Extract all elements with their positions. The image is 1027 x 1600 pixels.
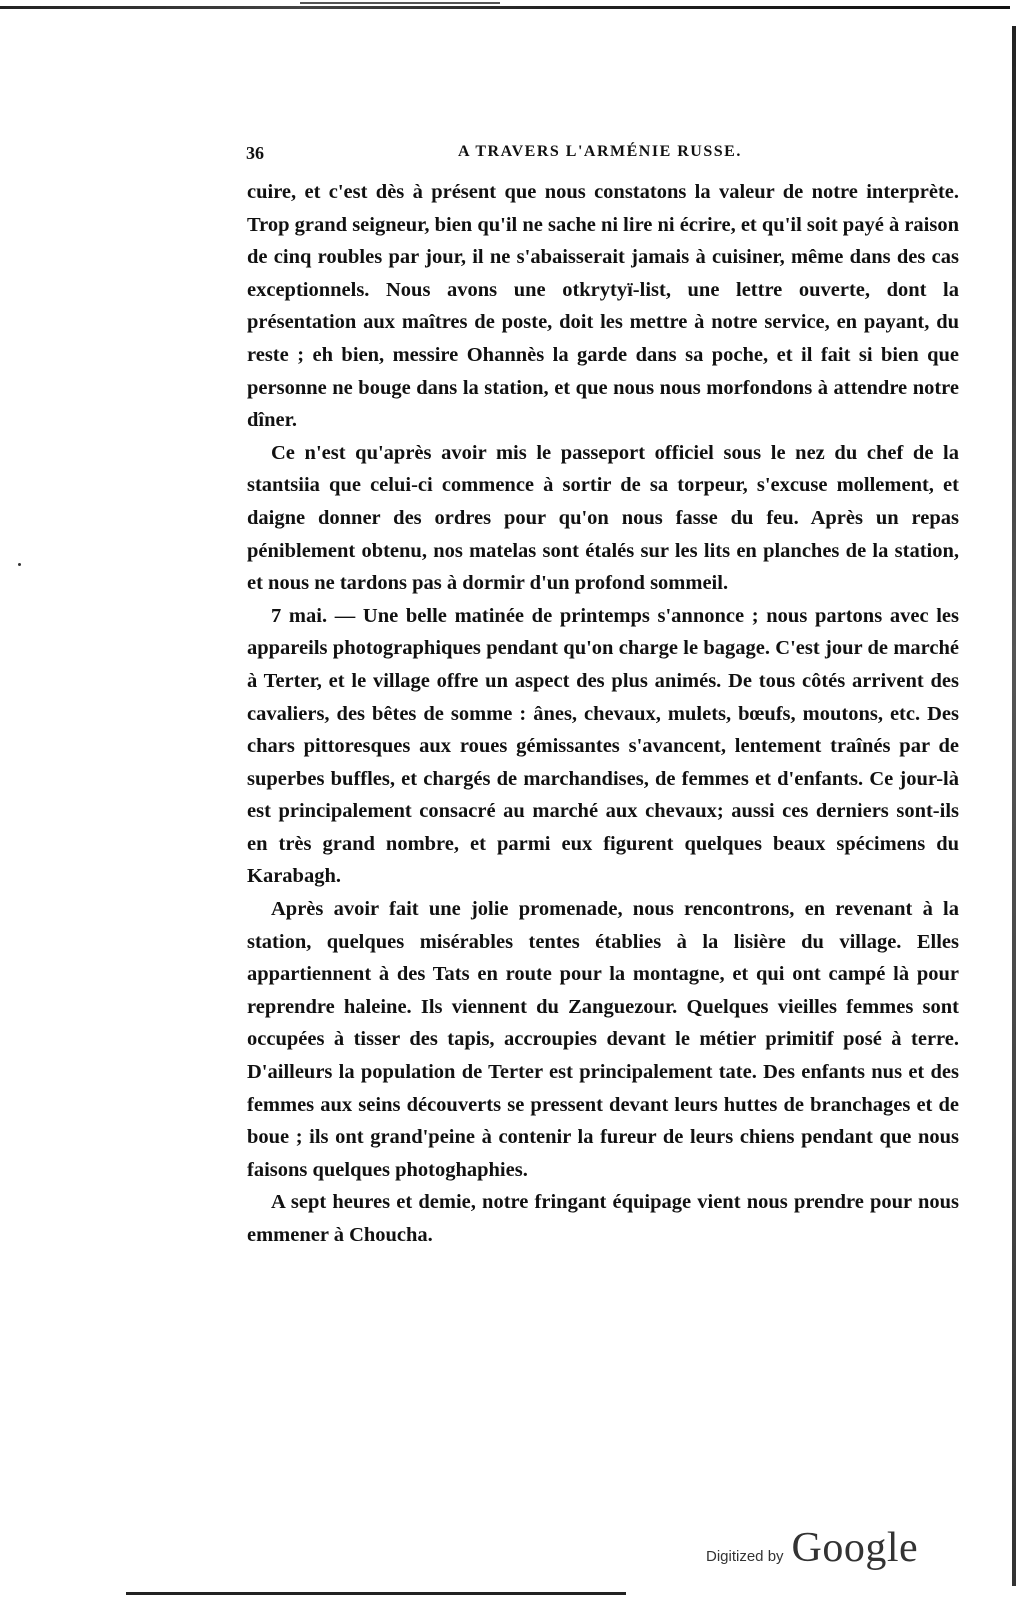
digitized-by-label: Digitized by <box>706 1548 784 1565</box>
paragraph-5: A sept heures et demie, notre fringant équipage vient nous prendre pour nous emmener à Choucha. <box>247 1191 959 1246</box>
google-watermark <box>706 1524 918 1572</box>
paragraph-3: 7 mai. — Une belle matinée de printemps s'annonce ; nous partons avec les appareils photographiques pendant qu'on charge le bagage. C'est jour de marché à Terter, et le village offre un aspect des plus animés. De tous côtés arrivent des cavaliers, des bêtes de somme : ânes, chevaux, mulets, bœufs, moutons, etc. Des chars pittoresques aux roues gémissantes s'avancent, lentement traînés par de superbes buffles, et chargés de marchandises, de femmes et d'enfants. Ce jour-là est principalement consacré au marché aux chevaux; aussi ces derniers sont-ils en très grand nombre, et parmi eux figurent quelques beaux spécimens du Karabagh. <box>247 604 959 888</box>
scan-border-top-fragment <box>300 2 500 4</box>
google-logo: Google <box>791 1525 919 1571</box>
scan-border-right <box>1012 26 1016 1586</box>
page-header <box>246 143 756 167</box>
scan-border-bottom <box>126 1592 626 1595</box>
running-title: A TRAVERS L'ARMÉNIE RUSSE. <box>458 143 742 160</box>
paragraph-4: Après avoir fait une jolie promenade, nous rencontrons, en revenant à la station, quelques misérables tentes établies à la lisière du village. Elles appartiennent à des Tats en route pour la montagne, et qui ont campé là pour reprendre haleine. Ils viennent du Zanguezour. Quelques vieilles femmes sont occupées à tisser des tapis, accroupies devant le métier primitif posé à terre. D'ailleurs la population de Terter est principalement tate. Des enfants nus et des femmes aux seins découverts se pressent devant leurs huttes de branchages et de boue ; ils ont grand'peine à contenir la fureur de leurs chiens pendant que nous faisons quelques photoghaphies. <box>247 898 959 1181</box>
paragraph-1: cuire, et c'est dès à présent que nous constatons la valeur de notre interprète. Trop grand seigneur, bien qu'il ne sache ni lire ni écrire, et qu'il soit payé à raison de cinq roubles par jour, il ne s'abaisserait jamais à cuisiner, même dans des cas exceptionnels. Nous avons une otkrytyï-list, une lettre ouverte, dont la présentation aux maîtres de poste, doit les mettre à notre service, en payant, du reste ; eh bien, messire Ohannès la garde dans sa poche, et il fait si bien que personne ne bouge dans la station, et que nous nous morfondons à attendre notre dîner. <box>247 181 959 432</box>
scan-border-top <box>0 6 1010 9</box>
paragraph-2: Ce n'est qu'après avoir mis le passeport officiel sous le nez du chef de la stantsiia que celui-ci commence à sortir de sa torpeur, s'excuse mollement, et daigne donner des ordres pour qu'on nous fasse du feu. Après un repas péniblement obtenu, nos matelas sont étalés sur les lits en planches de la station, et nous ne tardons pas à dormir d'un profond sommeil. <box>247 441 959 595</box>
page-number: 36 <box>246 143 264 163</box>
body-text <box>247 176 959 1252</box>
scan-speck <box>18 563 21 566</box>
